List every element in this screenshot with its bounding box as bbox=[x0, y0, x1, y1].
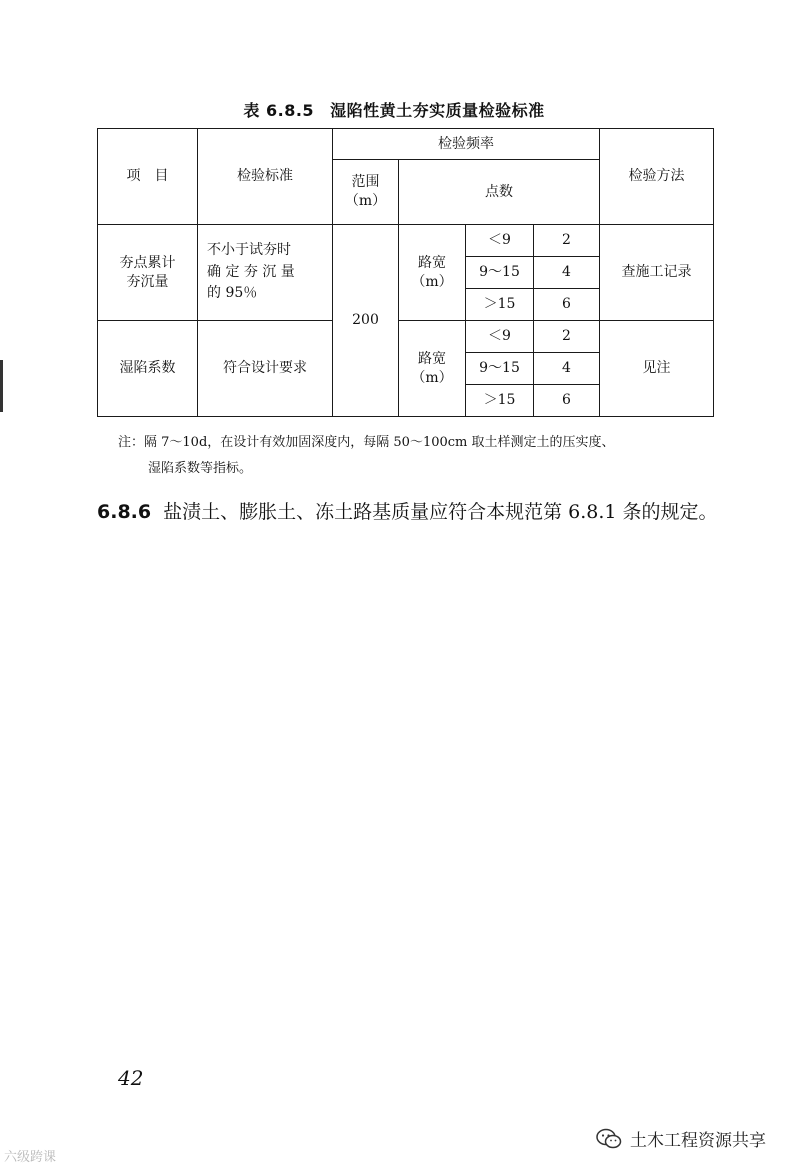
header-range-cell bbox=[333, 160, 399, 225]
table-title-number: 表 6.8.5 bbox=[243, 101, 315, 120]
row1-item-line2: 夯沉量 bbox=[126, 273, 169, 290]
row2-width-cell bbox=[399, 321, 466, 417]
watermark-right bbox=[596, 1126, 766, 1151]
row1-standard-cell bbox=[198, 225, 333, 321]
row1-standard-line1: 不小于试夯时 bbox=[207, 241, 291, 258]
watermark-left: 六级跨课 bbox=[4, 1150, 57, 1165]
table-title bbox=[0, 98, 788, 121]
table-title-text: 湿陷性黄土夯实质量检验标准 bbox=[330, 101, 545, 120]
row1-width-3: ＞15 bbox=[466, 289, 534, 321]
table-row bbox=[98, 225, 714, 257]
header-method: 检验方法 bbox=[600, 129, 714, 225]
header-range: 范围 bbox=[351, 174, 380, 191]
row1-method: 查施工记录 bbox=[600, 225, 714, 321]
row2-width-1: ＜9 bbox=[466, 321, 534, 353]
row1-points-1: 2 bbox=[534, 225, 600, 257]
range-value: 200 bbox=[333, 225, 399, 417]
clause-number: 6.8.6 bbox=[97, 501, 152, 523]
row1-points-2: 4 bbox=[534, 257, 600, 289]
row1-width-cell bbox=[399, 225, 466, 321]
row1-width-unit: （m） bbox=[411, 273, 453, 290]
note-line-2: 湿陷系数等指标。 bbox=[148, 461, 253, 476]
header-range-unit: （m） bbox=[344, 193, 387, 209]
header-item: 项 目 bbox=[98, 129, 198, 225]
row2-points-3: 6 bbox=[534, 385, 600, 417]
table-note bbox=[118, 430, 718, 482]
row1-points-3: 6 bbox=[534, 289, 600, 321]
row1-item-line1: 夯点累计 bbox=[119, 254, 176, 271]
header-standard: 检验标准 bbox=[198, 129, 333, 225]
row1-width-1: ＜9 bbox=[466, 225, 534, 257]
table-row bbox=[98, 321, 714, 353]
row1-standard-line3: 的 95％ bbox=[207, 285, 258, 302]
header-frequency: 检验频率 bbox=[333, 129, 600, 160]
row2-width-3: ＞15 bbox=[466, 385, 534, 417]
clause-6-8-6 bbox=[97, 492, 721, 532]
watermark-right-text: 土木工程资源共享 bbox=[630, 1131, 766, 1151]
margin-mark bbox=[0, 360, 3, 412]
clause-text: 盐渍土、膨胀土、冻土路基质量应符合本规范第 6.8.1 条的规定。 bbox=[163, 501, 718, 523]
row2-method: 见注 bbox=[600, 321, 714, 417]
row2-points-2: 4 bbox=[534, 353, 600, 385]
row2-width-2: 9～15 bbox=[466, 353, 534, 385]
row1-item-cell bbox=[98, 225, 198, 321]
header-points: 点数 bbox=[399, 160, 600, 225]
row2-points-1: 2 bbox=[534, 321, 600, 353]
header-row-1 bbox=[98, 129, 714, 160]
note-line-1: 注：隔 7～10d，在设计有效加固深度内，每隔 50～100cm 取土样测定土的压实度、 bbox=[118, 435, 615, 450]
row2-item: 湿陷系数 bbox=[98, 321, 198, 417]
row1-standard-line2: 确 定 夯 沉 量 bbox=[207, 263, 295, 280]
page-number: 42 bbox=[118, 1066, 144, 1090]
row2-width-unit: （m） bbox=[411, 369, 453, 386]
row2-standard: 符合设计要求 bbox=[198, 321, 333, 417]
row1-width-label: 路宽 bbox=[418, 254, 446, 271]
inspection-table bbox=[97, 128, 714, 417]
row2-width-label: 路宽 bbox=[418, 350, 446, 367]
wechat-icon bbox=[596, 1128, 622, 1150]
row1-width-2: 9～15 bbox=[466, 257, 534, 289]
